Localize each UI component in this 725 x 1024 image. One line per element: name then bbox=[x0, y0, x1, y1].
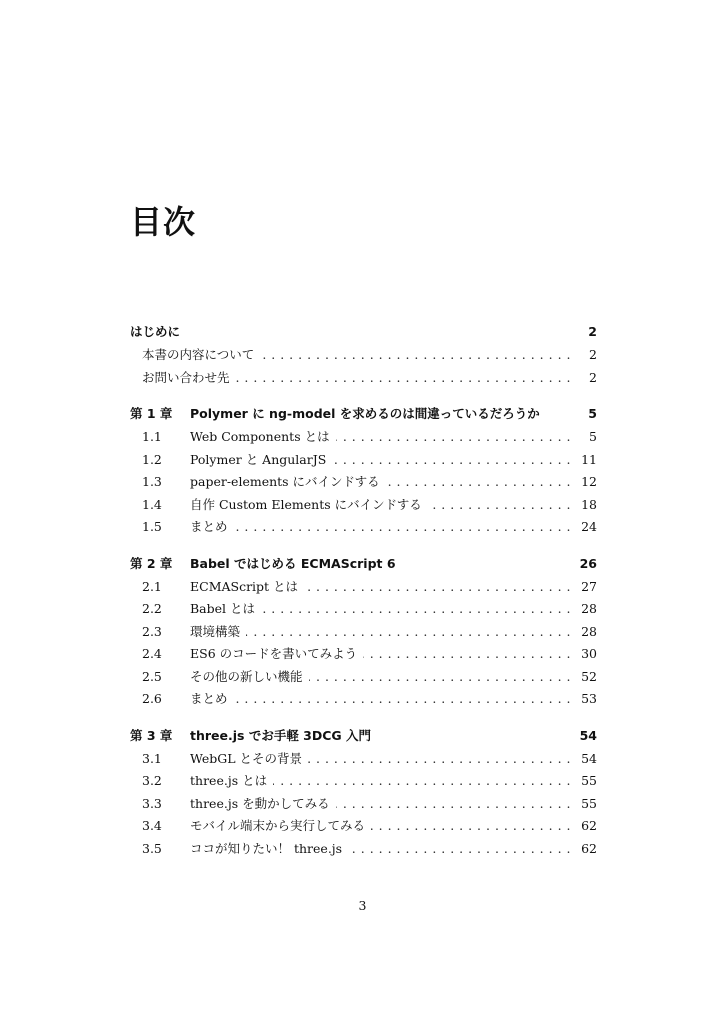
toc-leader-dots bbox=[273, 773, 571, 788]
toc-section-number: 2.5 bbox=[142, 668, 162, 684]
toc-chapter-title: Polymer に ng-model を求めるのは間違っているだろうか bbox=[190, 406, 540, 421]
toc-section-number: 2.1 bbox=[142, 578, 162, 594]
toc-section-row[interactable] bbox=[130, 427, 597, 450]
toc-section-row[interactable] bbox=[130, 622, 597, 645]
toc-chapter-3 bbox=[130, 726, 597, 862]
toc-chapter-1 bbox=[130, 404, 597, 540]
toc-section-page: 12 bbox=[581, 474, 597, 489]
toc-heading-title: はじめに bbox=[130, 324, 181, 339]
toc-chapter-2 bbox=[130, 554, 597, 712]
toc-section-page: 27 bbox=[581, 578, 597, 594]
toc-section-row[interactable] bbox=[130, 644, 597, 667]
toc-section-number: 3.1 bbox=[142, 750, 162, 766]
toc-section-page: 28 bbox=[581, 623, 597, 639]
toc-section-row[interactable] bbox=[130, 599, 597, 622]
toc-leader-dots bbox=[336, 429, 571, 444]
toc-section-row[interactable] bbox=[130, 794, 597, 817]
toc-leader-dots bbox=[246, 624, 571, 639]
toc-section-row[interactable] bbox=[130, 689, 597, 712]
toc-leader-dots bbox=[308, 751, 571, 766]
toc-section-page: 2 bbox=[589, 369, 597, 385]
toc-section-row[interactable] bbox=[130, 839, 597, 862]
toc-leader-dots bbox=[336, 796, 571, 811]
toc-section-row[interactable] bbox=[130, 667, 597, 690]
toc-section-row[interactable] bbox=[130, 771, 597, 794]
toc-chapter-title: Babel ではじめる ECMAScript 6 bbox=[190, 555, 396, 571]
toc-section-number: 1.2 bbox=[142, 451, 162, 467]
toc-section-number: 1.5 bbox=[142, 519, 162, 534]
page-title: 目次 bbox=[130, 203, 197, 241]
toc-section-title: ECMAScript とは bbox=[190, 578, 299, 594]
toc-section-title: Babel とは bbox=[190, 601, 256, 616]
toc-chapter-label: 第 3 章 bbox=[130, 727, 173, 743]
toc-section-page: 24 bbox=[581, 519, 597, 534]
toc-section-page: 28 bbox=[581, 601, 597, 616]
toc-section-title: ココが知りたい！ three.js bbox=[190, 840, 343, 856]
toc-section-page: 30 bbox=[581, 646, 597, 661]
toc-leader-dots bbox=[260, 347, 571, 362]
toc-section-page: 52 bbox=[581, 668, 597, 684]
toc-leader-dots bbox=[332, 452, 571, 467]
toc-section-page: 5 bbox=[589, 429, 597, 444]
toc-section-number: 1.1 bbox=[142, 429, 162, 444]
toc-section-title: 自作 Custom Elements にバインドする bbox=[190, 496, 422, 512]
toc-section-row[interactable] bbox=[130, 345, 597, 368]
toc-section-row[interactable] bbox=[130, 749, 597, 772]
toc-chapter-row[interactable] bbox=[130, 554, 597, 577]
toc-section-page: 55 bbox=[581, 795, 597, 811]
toc-chapter-row[interactable] bbox=[130, 404, 597, 427]
toc-leader-dots bbox=[309, 669, 571, 684]
toc-leader-dots bbox=[428, 497, 571, 512]
toc-section-title: three.js とは bbox=[190, 773, 268, 788]
toc-heading-page: 2 bbox=[588, 324, 597, 339]
toc-leader-dots bbox=[371, 818, 571, 833]
toc-heading-row[interactable] bbox=[130, 322, 597, 345]
toc-section-page: 53 bbox=[581, 691, 597, 706]
toc-section-row[interactable] bbox=[130, 368, 597, 391]
toc-leader-dots bbox=[261, 601, 571, 616]
toc-chapter-page: 54 bbox=[579, 727, 597, 743]
toc-chapter-label: 第 2 章 bbox=[130, 555, 173, 571]
toc-chapter-label: 第 1 章 bbox=[130, 406, 173, 421]
toc-front-matter bbox=[130, 322, 597, 390]
toc-chapter-title: three.js でお手軽 3DCG 入門 bbox=[190, 727, 372, 743]
toc-section-title: モバイル端末から実行してみる bbox=[190, 818, 366, 833]
toc-leader-dots bbox=[348, 841, 571, 856]
toc-section-page: 2 bbox=[589, 347, 597, 362]
toc-section-title: WebGL とその背景 bbox=[190, 750, 302, 766]
toc-section-page: 18 bbox=[581, 496, 597, 512]
toc-leader-dots bbox=[234, 691, 571, 706]
toc-section-row[interactable] bbox=[130, 450, 597, 473]
toc-section-title: まとめ bbox=[190, 691, 228, 706]
toc-section-title: お問い合わせ先 bbox=[142, 369, 230, 385]
toc-section-page: 54 bbox=[581, 750, 597, 766]
toc-section-row[interactable] bbox=[130, 517, 597, 540]
toc-section-number: 3.5 bbox=[142, 840, 162, 856]
toc-leader-dots bbox=[234, 519, 571, 534]
toc-section-row[interactable] bbox=[130, 495, 597, 518]
toc-section-title: ES6 のコードを書いてみよう bbox=[190, 646, 358, 661]
toc-section-number: 1.3 bbox=[142, 474, 162, 489]
toc-section-number: 2.2 bbox=[142, 601, 162, 616]
toc-chapter-page: 26 bbox=[579, 555, 597, 571]
toc-chapter-row[interactable] bbox=[130, 726, 597, 749]
toc-section-number: 3.3 bbox=[142, 795, 162, 811]
toc-section-title: 環境構築 bbox=[190, 623, 241, 639]
toc-section-title: 本書の内容について bbox=[142, 347, 255, 362]
toc-section-row[interactable] bbox=[130, 816, 597, 839]
page-number: 3 bbox=[358, 898, 367, 913]
toc-section-number: 3.2 bbox=[142, 773, 162, 788]
toc-section-title: Web Components とは bbox=[190, 429, 330, 444]
toc-section-title: まとめ bbox=[190, 519, 228, 534]
toc-section-row[interactable] bbox=[130, 577, 597, 600]
toc-section-page: 62 bbox=[581, 840, 597, 856]
toc-leader-dots bbox=[304, 579, 571, 594]
toc-section-title: Polymer と AngularJS bbox=[190, 451, 327, 467]
toc-section-number: 3.4 bbox=[142, 818, 162, 833]
toc-leader-dots bbox=[386, 474, 571, 489]
toc-section-number: 2.4 bbox=[142, 646, 162, 661]
toc-section-title: three.js を動かしてみる bbox=[190, 795, 330, 811]
toc-section-page: 55 bbox=[581, 773, 597, 788]
toc-section-row[interactable] bbox=[130, 472, 597, 495]
toc-section-title: その他の新しい機能 bbox=[190, 668, 303, 684]
toc-section-page: 62 bbox=[581, 818, 597, 833]
toc-chapter-page: 5 bbox=[588, 406, 597, 421]
toc-section-number: 2.6 bbox=[142, 691, 162, 706]
toc-section-title: paper-elements にバインドする bbox=[190, 474, 380, 489]
toc-section-number: 1.4 bbox=[142, 496, 162, 512]
toc-section-page: 11 bbox=[581, 451, 597, 467]
toc-section-number: 2.3 bbox=[142, 623, 162, 639]
toc-leader-dots bbox=[363, 646, 571, 661]
table-of-contents bbox=[130, 322, 597, 875]
toc-leader-dots bbox=[236, 370, 571, 385]
